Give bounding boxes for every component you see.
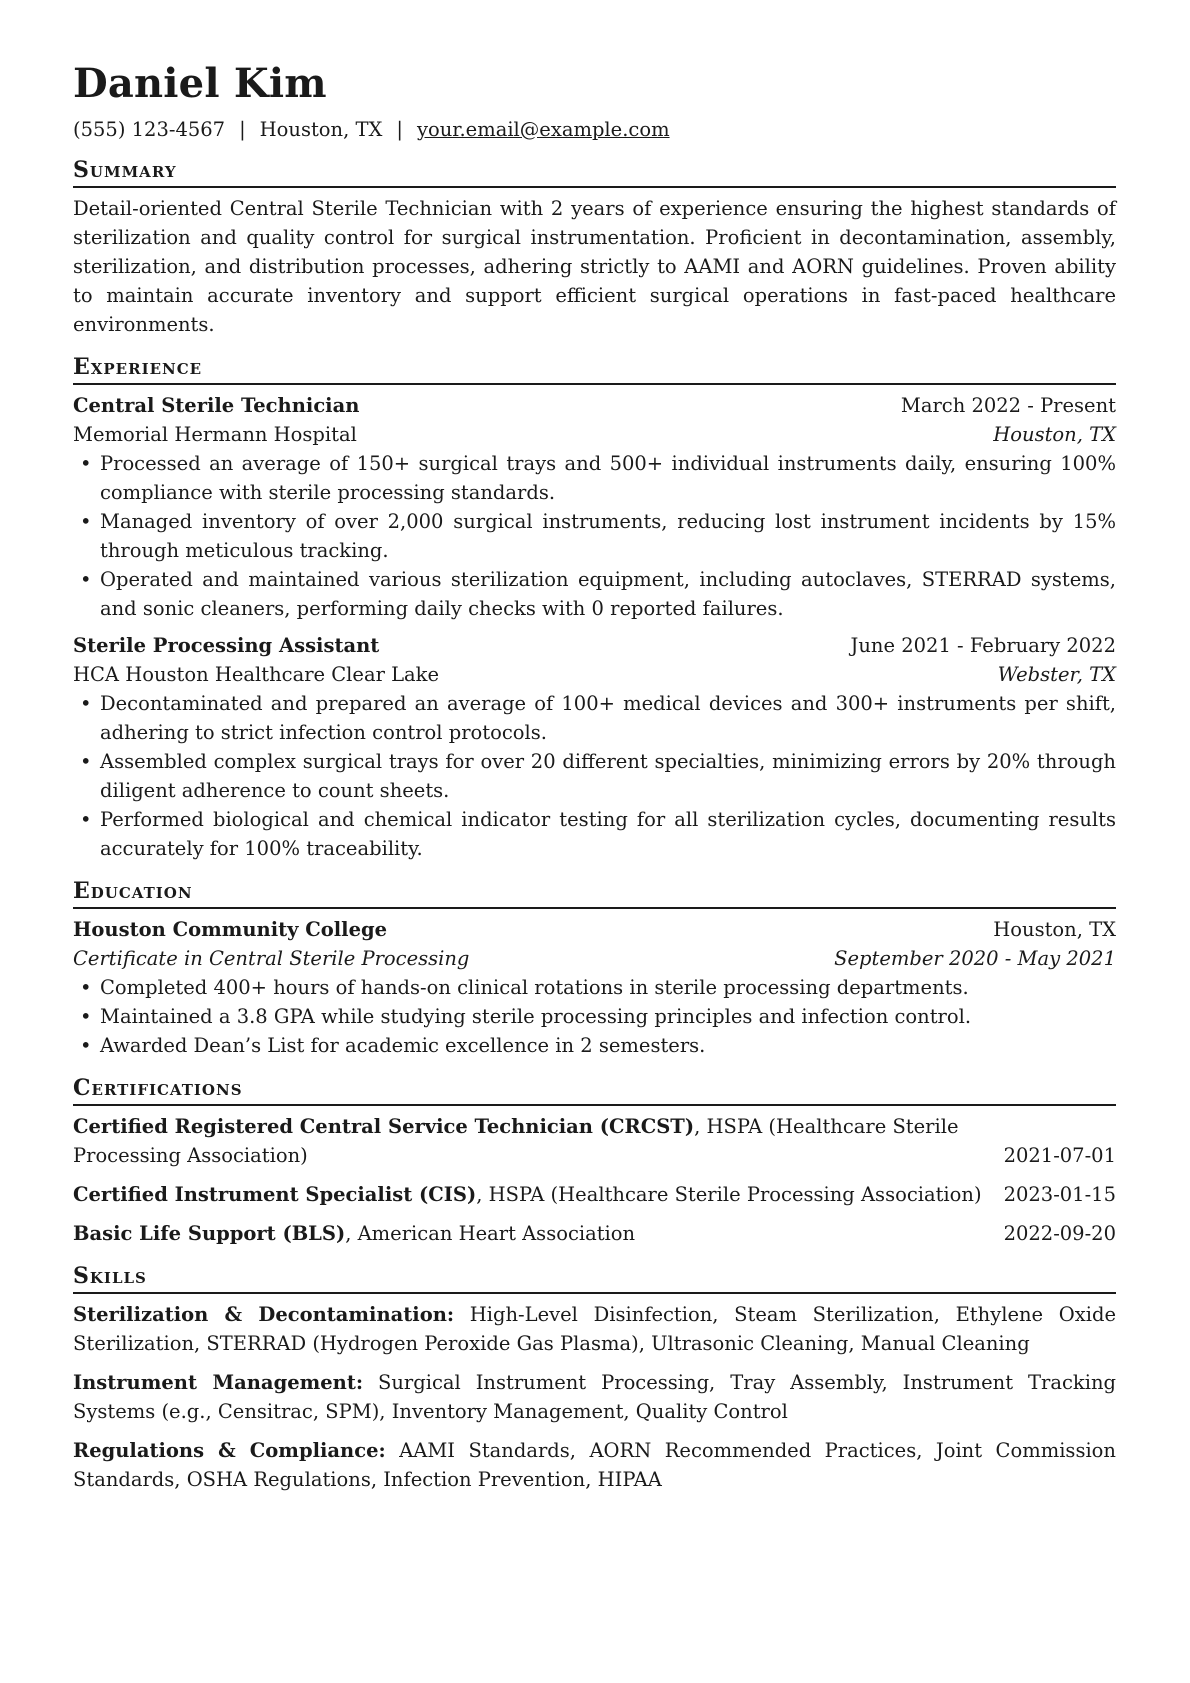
certification-name: Certified Registered Central Service Technician (CRCST) xyxy=(73,1115,695,1138)
bullet-item: • Performed biological and chemical indicator testing for all sterilization cycles, documenting results accurately for 100% traceability. xyxy=(73,805,1116,863)
bullet-item: • Assembled complex surgical trays for over 20 different specialties, minimizing errors by 20% through diligent adherence to count sheets. xyxy=(73,747,1116,805)
summary-text: Detail-oriented Central Sterile Technician with 2 years of experience ensuring the highest standards of sterilization and quality control for surgical instrumentation. Proficient in decontamination, assembly, sterilization, and distribution processes, adhering strictly to AAMI and AORN guidelines. Proven ability to maintain accurate inventory and support efficient surgical operations in fast-paced healthcare environments. xyxy=(73,197,1116,336)
summary-section xyxy=(73,156,1116,339)
job-location: Webster, TX xyxy=(997,663,1116,686)
location: Houston, TX xyxy=(259,118,383,141)
contact-separator: | xyxy=(396,118,403,141)
skill-category: Sterilization & Decontamination: xyxy=(73,1303,455,1326)
job-location: Houston, TX xyxy=(993,423,1116,446)
bullet-item: • Maintained a 3.8 GPA while studying sterile processing principles and infection control. xyxy=(73,1002,1116,1031)
job-role: Central Sterile Technician xyxy=(73,394,360,417)
certification-text xyxy=(73,1219,984,1248)
bullet-item: • Decontaminated and prepared an average of 100+ medical devices and 300+ instruments per shift, adhering to strict infection control protocols. xyxy=(73,689,1116,747)
certification-issuer: , HSPA (Healthcare Sterile Processing Association) xyxy=(73,1115,959,1167)
job-entry xyxy=(73,631,1116,863)
job-bullets xyxy=(73,689,1116,863)
certification-date: 2022-09-20 xyxy=(1003,1222,1116,1245)
school-location: Houston, TX xyxy=(993,918,1116,941)
certification-item xyxy=(73,1219,1116,1248)
skill-list: High-Level Disinfection, Steam Sterilization, Ethylene Oxide Sterilization, STERRAD (Hydrogen Peroxide Gas Plasma), Ultrasonic Cleaning, Manual Cleaning xyxy=(73,1303,1117,1355)
certification-text xyxy=(73,1180,984,1209)
education-header-row xyxy=(73,915,1116,944)
phone-number: (555) 123-4567 xyxy=(73,118,226,141)
skill-category: Regulations & Compliance: xyxy=(73,1439,386,1462)
job-bullets xyxy=(73,449,1116,623)
skill-group xyxy=(73,1300,1116,1358)
certification-issuer: , HSPA (Healthcare Sterile Processing Association) xyxy=(476,1183,982,1206)
job-subheader-row xyxy=(73,660,1116,689)
education-entry xyxy=(73,915,1116,1060)
job-dates: March 2022 - Present xyxy=(900,394,1116,417)
job-entry xyxy=(73,391,1116,623)
skill-list: Surgical Instrument Processing, Tray Assembly, Instrument Tracking Systems (e.g., Censitrac, SPM), Inventory Management, Quality Control xyxy=(73,1371,1116,1423)
bullet-item: • Managed inventory of over 2,000 surgical instruments, reducing lost instrument incidents by 15% through meticulous tracking. xyxy=(73,507,1116,565)
certification-name: Basic Life Support (BLS) xyxy=(73,1222,346,1245)
section-title-education: Education xyxy=(73,877,1116,909)
job-employer: HCA Houston Healthcare Clear Lake xyxy=(73,663,440,686)
skills-section xyxy=(73,1262,1116,1494)
skill-category: Instrument Management: xyxy=(73,1371,364,1394)
skill-list: AAMI Standards, AORN Recommended Practices, Joint Commission Standards, OSHA Regulations, Infection Prevention, HIPAA xyxy=(73,1439,1116,1491)
section-title-summary: Summary xyxy=(73,156,1116,188)
job-subheader-row xyxy=(73,420,1116,449)
job-employer: Memorial Hermann Hospital xyxy=(73,423,357,446)
certification-date: 2023-01-15 xyxy=(1003,1183,1116,1206)
bullet-item: • Operated and maintained various sterilization equipment, including autoclaves, STERRAD systems, and sonic cleaners, performing daily checks with 0 reported failures. xyxy=(73,565,1116,623)
section-title-skills: Skills xyxy=(73,1262,1116,1294)
education-subheader-row xyxy=(73,944,1116,973)
program-name: Certificate in Central Sterile Processing xyxy=(73,947,470,970)
certification-name: Certified Instrument Specialist (CIS) xyxy=(73,1183,477,1206)
section-title-experience: Experience xyxy=(73,353,1116,385)
education-section xyxy=(73,877,1116,1060)
certification-date: 2021-07-01 xyxy=(1003,1144,1116,1167)
skill-group xyxy=(73,1436,1116,1494)
contact-separator: | xyxy=(239,118,246,141)
skill-group xyxy=(73,1368,1116,1426)
certification-item xyxy=(73,1112,1116,1170)
school-name: Houston Community College xyxy=(73,918,388,941)
bullet-item: • Awarded Dean’s List for academic excellence in 2 semesters. xyxy=(73,1031,1116,1060)
bullet-item: • Processed an average of 150+ surgical trays and 500+ individual instruments daily, ensuring 100% compliance with sterile processing standards. xyxy=(73,449,1116,507)
certification-text xyxy=(73,1112,984,1170)
candidate-name: Daniel Kim xyxy=(73,60,327,107)
job-header-row xyxy=(73,391,1116,420)
bullet-item: • Completed 400+ hours of hands-on clinical rotations in sterile processing departments. xyxy=(73,973,1116,1002)
email-link[interactable]: your.email@example.com xyxy=(416,118,670,141)
education-dates: September 2020 - May 2021 xyxy=(834,947,1116,970)
contact-line xyxy=(73,116,1116,144)
education-bullets xyxy=(73,973,1116,1060)
certifications-section xyxy=(73,1074,1116,1248)
job-role: Sterile Processing Assistant xyxy=(73,634,380,657)
section-title-certifications: Certifications xyxy=(73,1074,1116,1106)
job-dates: June 2021 - February 2022 xyxy=(850,634,1116,657)
certification-item xyxy=(73,1180,1116,1209)
certification-issuer: , American Heart Association xyxy=(345,1222,636,1245)
experience-section xyxy=(73,353,1116,863)
job-header-row xyxy=(73,631,1116,660)
